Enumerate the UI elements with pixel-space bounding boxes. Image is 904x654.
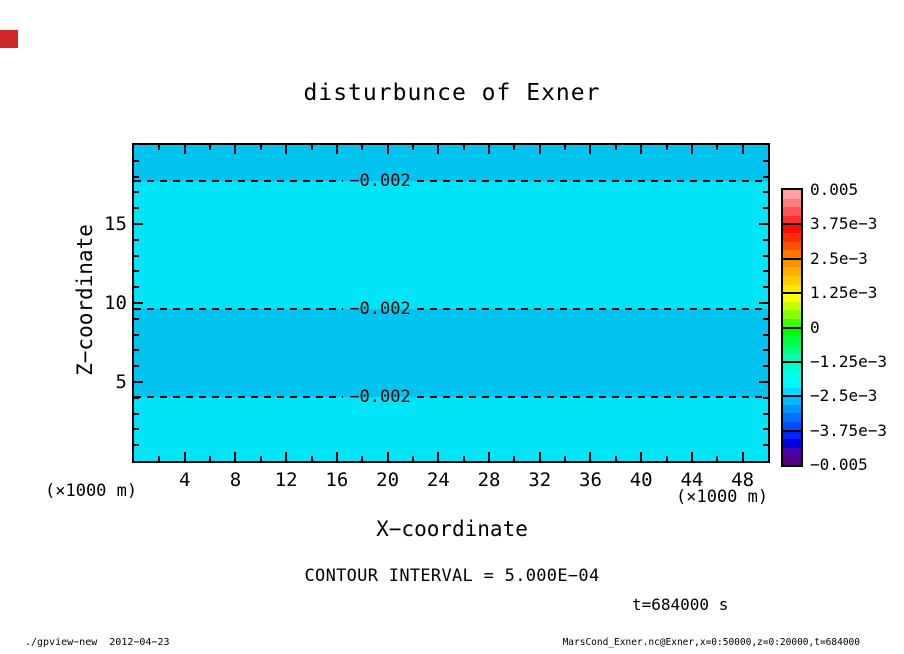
footer-command: ./gpview−new 2012−04−23 [25,637,170,648]
z-tick [134,160,139,162]
colorbar-subband [783,370,801,379]
contour-band-2 [134,309,768,397]
z-tick [763,160,768,162]
x-tick [488,145,490,154]
x-tick [615,456,617,461]
x-tick [311,145,313,150]
x-tick [387,452,389,461]
x-tick-label: 12 [274,469,298,491]
x-axis-units: (×1000 m) [676,487,769,507]
contour-band-1 [134,181,768,309]
x-tick [463,456,465,461]
colorbar [783,190,801,465]
x-tick [158,145,160,150]
z-axis-label: Z−coordinate [73,224,97,376]
z-tick [763,191,768,193]
colorbar-label: 0 [810,317,820,337]
z-tick [134,413,139,415]
colorbar-label: −3.75e−3 [810,420,888,440]
x-tick [260,145,262,150]
colorbar-divider [783,395,801,397]
x-tick [361,145,363,150]
colorbar-subband [783,379,801,388]
x-axis-label: X−coordinate [376,517,528,541]
z-tick [763,334,768,336]
x-tick [666,456,668,461]
x-tick [666,145,668,150]
z-tick [763,413,768,415]
x-tick-label: 36 [579,469,602,491]
x-tick [513,456,515,461]
z-tick [763,397,768,399]
x-tick [209,456,211,461]
x-tick [716,145,718,150]
x-tick [488,452,490,461]
x-tick [589,145,591,154]
contour-label: −0.002 [349,171,411,192]
z-tick [134,255,139,257]
x-tick [285,452,287,461]
colorbar-subband [783,190,801,199]
colorbar-subband [783,310,801,319]
x-tick [184,452,186,461]
z-tick [134,428,139,430]
colorbar-divider [783,430,801,432]
colorbar-subband [783,276,801,285]
z-axis-units: (×1000 m) [45,481,138,501]
x-tick-label: 4 [178,469,191,491]
contour-line [134,180,343,182]
x-tick [260,456,262,461]
colorbar-segment-2 [783,259,801,293]
contour-band-3 [134,397,768,461]
x-tick-label: 20 [376,469,400,491]
x-tick [742,452,744,461]
contour-line [134,396,343,398]
z-tick [134,381,143,383]
x-tick [691,145,693,154]
x-tick [615,145,617,150]
z-tick [759,381,768,383]
contour-line [134,308,343,310]
colorbar-label: 2.5e−3 [810,248,868,268]
z-tick [134,318,139,320]
x-tick [234,145,236,154]
colorbar-subband [783,456,801,465]
z-tick [134,397,139,399]
x-tick [361,456,363,461]
plot-area [134,145,768,461]
z-tick [763,428,768,430]
colorbar-divider [783,361,801,363]
z-tick [759,223,768,225]
z-tick [763,176,768,178]
z-tick [763,318,768,320]
colorbar-subband [783,448,801,457]
x-tick [640,145,642,154]
colorbar-subband [783,207,801,216]
x-tick-label: 48 [731,469,755,491]
x-tick-label: 24 [426,469,450,491]
x-tick [742,145,744,154]
x-tick [589,452,591,461]
z-tick [763,444,768,446]
x-tick-label: 32 [528,469,552,491]
z-tick [763,239,768,241]
colorbar-label: 1.25e−3 [810,283,878,303]
colorbar-divider [783,292,801,294]
z-tick [134,176,139,178]
z-tick [134,334,139,336]
footer-dataset: MarsCond_Exner.nc@Exner,x=0:50000,z=0:20000,t=684000 [562,637,860,648]
x-tick [285,145,287,154]
contour-line [417,308,768,310]
z-tick [763,349,768,351]
colorbar-subband [783,302,801,311]
x-tick [640,452,642,461]
z-tick [134,444,139,446]
z-tick [763,270,768,272]
x-tick [412,456,414,461]
z-tick [134,239,139,241]
colorbar-subband [783,233,801,242]
z-tick [134,302,143,304]
x-tick [539,452,541,461]
contour-line [417,396,768,398]
x-tick [336,452,338,461]
z-tick-label: 5 [115,371,127,393]
x-tick [311,456,313,461]
x-tick [336,145,338,154]
colorbar-segment-5 [783,362,801,396]
colorbar-segment-1 [783,224,801,258]
contour-label: −0.002 [349,299,411,320]
colorbar-label: 3.75e−3 [810,214,878,234]
colorbar-subband [783,405,801,414]
z-tick-label: 10 [104,292,127,314]
x-tick [539,145,541,154]
viewer-quit-button[interactable] [0,30,18,48]
x-tick [716,456,718,461]
x-tick [437,452,439,461]
colorbar-subband [783,396,801,405]
colorbar-segment-4 [783,328,801,362]
colorbar-subband [783,431,801,440]
x-tick [564,145,566,150]
z-tick [763,365,768,367]
contour-band-0 [134,145,768,181]
colorbar-label: −2.5e−3 [810,386,878,406]
colorbar-subband [783,336,801,345]
z-tick [763,255,768,257]
colorbar-subband [783,413,801,422]
colorbar-subband [783,362,801,371]
x-tick [564,456,566,461]
x-tick [234,452,236,461]
z-tick [134,207,139,209]
z-tick [134,270,139,272]
colorbar-label: 0.005 [810,180,859,199]
plot-title: disturbunce of Exner [303,80,601,106]
x-tick [691,452,693,461]
colorbar-segment-3 [783,293,801,327]
colorbar-segment-6 [783,396,801,430]
z-tick [134,223,143,225]
time-annotation: t=684000 s [632,595,729,614]
colorbar-subband [783,439,801,448]
x-tick-label: 44 [680,469,704,491]
x-tick [387,145,389,154]
x-tick [158,456,160,461]
x-tick-label: 40 [629,469,653,491]
z-tick-label: 15 [104,213,127,235]
colorbar-subband [783,242,801,251]
z-tick [763,207,768,209]
contour-interval-text: CONTOUR INTERVAL = 5.000E−04 [304,566,600,586]
colorbar-label: −0.005 [810,455,868,474]
colorbar-label: −1.25e−3 [810,351,888,371]
colorbar-subband [783,224,801,233]
colorbar-segment-0 [783,190,801,224]
colorbar-subband [783,345,801,354]
colorbar-subband [783,267,801,276]
z-tick [134,191,139,193]
x-tick [513,145,515,150]
colorbar-divider [783,258,801,260]
colorbar-subband [783,259,801,268]
z-tick [134,365,139,367]
z-tick [759,302,768,304]
x-tick-label: 8 [229,469,242,491]
colorbar-subband [783,199,801,208]
x-tick [437,145,439,154]
contour-line [417,180,768,182]
colorbar-segment-7 [783,431,801,465]
x-tick [412,145,414,150]
z-tick [134,349,139,351]
x-tick-label: 16 [325,469,349,491]
x-tick [209,145,211,150]
contour-label: −0.002 [349,387,411,407]
z-tick [763,286,768,288]
x-tick [184,145,186,154]
z-tick [134,286,139,288]
colorbar-divider [783,327,801,329]
x-tick-label: 28 [477,469,501,491]
x-tick [463,145,465,150]
colorbar-subband [783,293,801,302]
colorbar-divider [783,223,801,225]
colorbar-subband [783,328,801,337]
